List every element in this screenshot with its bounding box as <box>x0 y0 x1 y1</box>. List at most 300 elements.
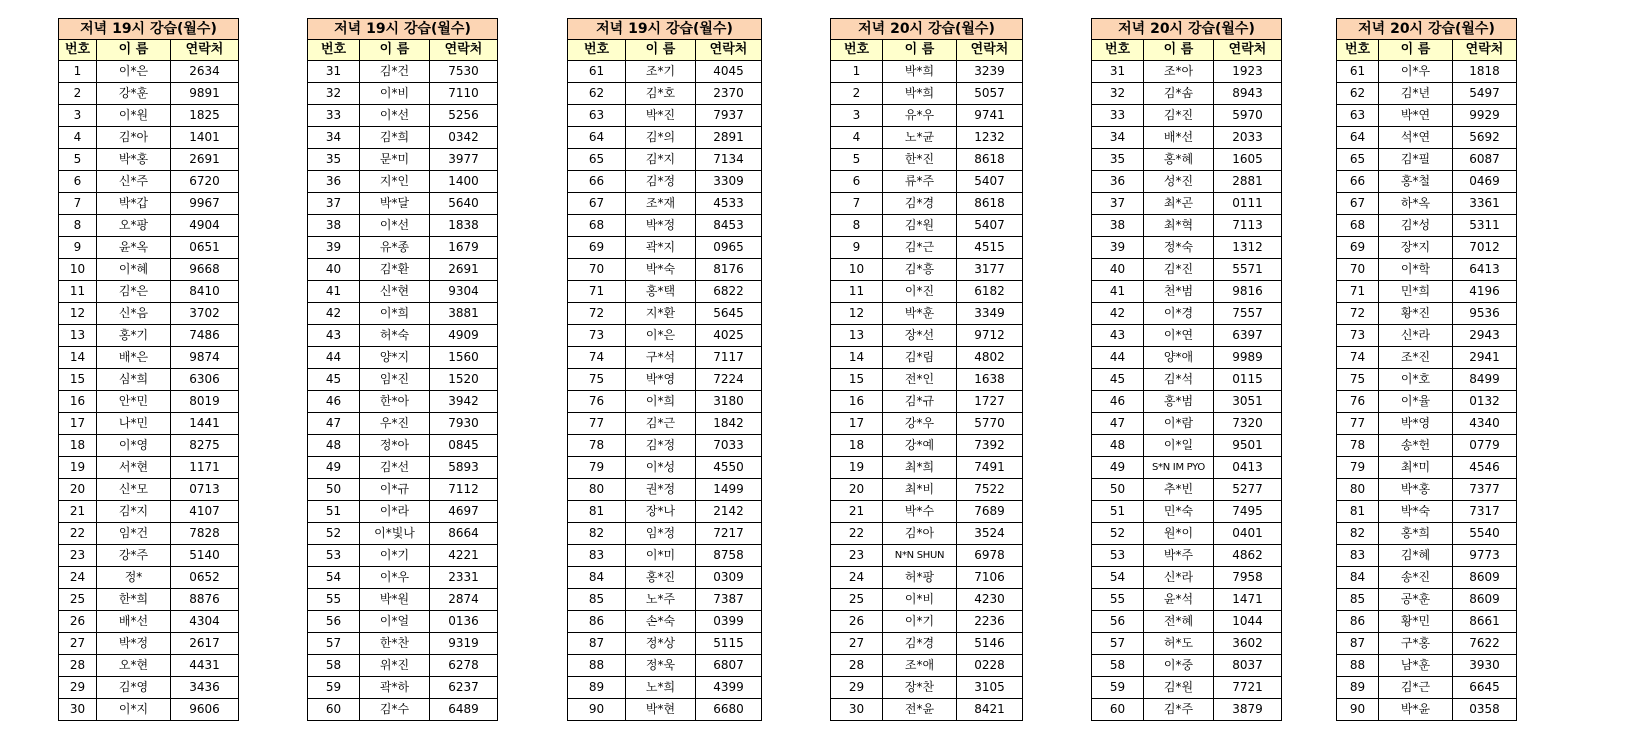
row-contact: 9501 <box>1214 435 1282 457</box>
row-contact: 5540 <box>1453 523 1517 545</box>
row-number: 22 <box>831 523 883 545</box>
row-name: 장*지 <box>1379 237 1453 259</box>
row-contact: 8758 <box>696 545 762 567</box>
row-contact: 2370 <box>696 83 762 105</box>
header-number: 번호 <box>831 40 883 61</box>
row-number: 34 <box>308 127 360 149</box>
row-contact: 1842 <box>696 413 762 435</box>
row-name: 임*진 <box>360 369 430 391</box>
table-row <box>308 83 498 105</box>
row-name: 김*혜 <box>1379 545 1453 567</box>
table-row <box>568 677 762 699</box>
row-name: 김*경 <box>883 633 957 655</box>
table-row <box>1092 303 1282 325</box>
table-row <box>308 127 498 149</box>
row-name: 김*림 <box>883 347 957 369</box>
row-contact: 4515 <box>957 237 1023 259</box>
row-number: 44 <box>1092 347 1144 369</box>
table-row <box>568 655 762 677</box>
header-name: 이 름 <box>1144 40 1214 61</box>
row-contact: 6278 <box>430 655 498 677</box>
table-row <box>568 127 762 149</box>
row-name: 이*기 <box>360 545 430 567</box>
row-contact: 4107 <box>171 501 239 523</box>
table-row <box>1337 281 1517 303</box>
row-number: 18 <box>59 435 97 457</box>
row-number: 85 <box>568 589 626 611</box>
row-contact: 0399 <box>696 611 762 633</box>
row-contact: 8019 <box>171 391 239 413</box>
table-row <box>308 413 498 435</box>
table-row <box>831 501 1023 523</box>
row-number: 75 <box>1337 369 1379 391</box>
table-row <box>1092 215 1282 237</box>
row-contact: 0309 <box>696 567 762 589</box>
row-name: 노*희 <box>626 677 696 699</box>
table-row <box>1337 545 1517 567</box>
row-number: 41 <box>1092 281 1144 303</box>
table-title: 저녁 20시 강습(월수) <box>1092 19 1282 40</box>
table-row <box>1337 193 1517 215</box>
table-row <box>308 633 498 655</box>
table-row <box>308 369 498 391</box>
table-row <box>831 655 1023 677</box>
row-number: 30 <box>59 699 97 721</box>
table-row <box>831 369 1023 391</box>
row-name: 배*선 <box>1144 127 1214 149</box>
row-number: 9 <box>831 237 883 259</box>
row-name: 허*숙 <box>360 325 430 347</box>
row-contact: 3177 <box>957 259 1023 281</box>
table-row <box>1092 149 1282 171</box>
row-name: 박*정 <box>97 633 171 655</box>
row-contact: 2941 <box>1453 347 1517 369</box>
table-row <box>59 545 239 567</box>
header-name: 이 름 <box>1379 40 1453 61</box>
row-number: 3 <box>59 105 97 127</box>
row-contact: 8661 <box>1453 611 1517 633</box>
row-name: 유*종 <box>360 237 430 259</box>
row-contact: 7320 <box>1214 413 1282 435</box>
row-name: 홍*혜 <box>1144 149 1214 171</box>
row-number: 32 <box>1092 83 1144 105</box>
row-number: 10 <box>831 259 883 281</box>
row-number: 60 <box>308 699 360 721</box>
row-number: 60 <box>1092 699 1144 721</box>
row-name: 천*범 <box>1144 281 1214 303</box>
row-number: 80 <box>1337 479 1379 501</box>
table-row <box>831 281 1023 303</box>
row-number: 32 <box>308 83 360 105</box>
table-row <box>1092 589 1282 611</box>
row-name: 이*선 <box>360 105 430 127</box>
table-row <box>1092 413 1282 435</box>
row-contact: 7495 <box>1214 501 1282 523</box>
row-number: 54 <box>1092 567 1144 589</box>
row-number: 25 <box>831 589 883 611</box>
row-contact: 3930 <box>1453 655 1517 677</box>
row-contact: 0469 <box>1453 171 1517 193</box>
table-row <box>831 193 1023 215</box>
row-number: 5 <box>831 149 883 171</box>
row-number: 78 <box>1337 435 1379 457</box>
row-name: 박*현 <box>626 699 696 721</box>
row-name: 노*주 <box>626 589 696 611</box>
row-name: 김*필 <box>1379 149 1453 171</box>
row-number: 87 <box>1337 633 1379 655</box>
row-name: 박*홍 <box>1379 479 1453 501</box>
row-number: 16 <box>59 391 97 413</box>
table-row <box>308 171 498 193</box>
row-contact: 5645 <box>696 303 762 325</box>
table-row <box>59 171 239 193</box>
row-number: 65 <box>568 149 626 171</box>
row-name: 조*애 <box>883 655 957 677</box>
header-number: 번호 <box>308 40 360 61</box>
row-contact: 7317 <box>1453 501 1517 523</box>
row-contact: 3349 <box>957 303 1023 325</box>
row-contact: 0115 <box>1214 369 1282 391</box>
row-contact: 0965 <box>696 237 762 259</box>
table-row <box>1337 259 1517 281</box>
row-number: 30 <box>831 699 883 721</box>
row-contact: 9773 <box>1453 545 1517 567</box>
table-row <box>568 545 762 567</box>
row-name: 이*원 <box>97 105 171 127</box>
row-contact: 2943 <box>1453 325 1517 347</box>
table-row <box>831 325 1023 347</box>
row-name: 김*진 <box>1144 259 1214 281</box>
row-number: 67 <box>1337 193 1379 215</box>
row-number: 33 <box>308 105 360 127</box>
row-contact: 8499 <box>1453 369 1517 391</box>
row-number: 13 <box>59 325 97 347</box>
table-row <box>1092 105 1282 127</box>
row-contact: 3309 <box>696 171 762 193</box>
table-row <box>831 347 1023 369</box>
row-number: 48 <box>1092 435 1144 457</box>
row-contact: 7134 <box>696 149 762 171</box>
row-contact: 7112 <box>430 479 498 501</box>
table-row <box>1092 457 1282 479</box>
row-contact: 1923 <box>1214 61 1282 83</box>
row-name: 박*정 <box>626 215 696 237</box>
table-row <box>831 435 1023 457</box>
table-row <box>1092 369 1282 391</box>
row-number: 72 <box>568 303 626 325</box>
row-name: 이*우 <box>360 567 430 589</box>
row-name: 김*근 <box>1379 677 1453 699</box>
row-name: 강*예 <box>883 435 957 457</box>
row-name: 김*년 <box>1379 83 1453 105</box>
row-name: 안*민 <box>97 391 171 413</box>
row-number: 19 <box>59 457 97 479</box>
row-number: 59 <box>1092 677 1144 699</box>
row-number: 14 <box>831 347 883 369</box>
row-number: 68 <box>568 215 626 237</box>
row-contact: 3602 <box>1214 633 1282 655</box>
row-name: 김*영 <box>97 677 171 699</box>
row-contact: 5140 <box>171 545 239 567</box>
table-row <box>1092 501 1282 523</box>
row-number: 45 <box>1092 369 1144 391</box>
row-contact: 3524 <box>957 523 1023 545</box>
table-row <box>308 61 498 83</box>
table-row <box>1337 501 1517 523</box>
row-name: 홍*택 <box>626 281 696 303</box>
row-number: 77 <box>1337 413 1379 435</box>
row-number: 74 <box>568 347 626 369</box>
row-number: 37 <box>308 193 360 215</box>
row-name: 양*애 <box>1144 347 1214 369</box>
table-row <box>59 589 239 611</box>
row-name: 이*은 <box>97 61 171 83</box>
row-contact: 6978 <box>957 545 1023 567</box>
row-name: 허*도 <box>1144 633 1214 655</box>
table-row <box>59 435 239 457</box>
row-number: 15 <box>59 369 97 391</box>
row-contact: 0228 <box>957 655 1023 677</box>
table-row <box>568 523 762 545</box>
table-row <box>1337 149 1517 171</box>
table-row <box>831 215 1023 237</box>
row-number: 28 <box>831 655 883 677</box>
row-number: 51 <box>1092 501 1144 523</box>
row-contact: 8609 <box>1453 589 1517 611</box>
row-contact: 4862 <box>1214 545 1282 567</box>
row-name: 신*라 <box>1379 325 1453 347</box>
header-contact: 연락처 <box>430 40 498 61</box>
table-row <box>59 193 239 215</box>
row-name: 전*인 <box>883 369 957 391</box>
row-number: 38 <box>1092 215 1144 237</box>
row-contact: 4025 <box>696 325 762 347</box>
row-number: 39 <box>1092 237 1144 259</box>
table-row <box>831 259 1023 281</box>
row-contact: 4802 <box>957 347 1023 369</box>
row-number: 58 <box>308 655 360 677</box>
row-contact: 8609 <box>1453 567 1517 589</box>
row-number: 17 <box>59 413 97 435</box>
row-contact: 1638 <box>957 369 1023 391</box>
row-contact: 7033 <box>696 435 762 457</box>
row-number: 12 <box>59 303 97 325</box>
row-number: 67 <box>568 193 626 215</box>
row-number: 75 <box>568 369 626 391</box>
row-number: 71 <box>1337 281 1379 303</box>
table-row <box>568 325 762 347</box>
row-number: 36 <box>308 171 360 193</box>
row-name: 박*달 <box>360 193 430 215</box>
row-number: 43 <box>308 325 360 347</box>
row-contact: 9989 <box>1214 347 1282 369</box>
row-name: 김*아 <box>97 127 171 149</box>
row-name: 추*빈 <box>1144 479 1214 501</box>
row-contact: 6680 <box>696 699 762 721</box>
table-row <box>1092 391 1282 413</box>
row-contact: 6720 <box>171 171 239 193</box>
table-row <box>568 347 762 369</box>
table-title: 저녁 19시 강습(월수) <box>308 19 498 40</box>
header-contact: 연락처 <box>696 40 762 61</box>
row-name: 강*훈 <box>97 83 171 105</box>
row-name: 장*선 <box>883 325 957 347</box>
row-number: 5 <box>59 149 97 171</box>
row-contact: 4340 <box>1453 413 1517 435</box>
row-name: 박*주 <box>1144 545 1214 567</box>
row-name: 박*수 <box>883 501 957 523</box>
row-number: 81 <box>568 501 626 523</box>
row-name: 김*정 <box>626 435 696 457</box>
table-row <box>568 281 762 303</box>
table-row <box>308 149 498 171</box>
header-name: 이 름 <box>97 40 171 61</box>
row-number: 73 <box>1337 325 1379 347</box>
row-name: 이*은 <box>626 325 696 347</box>
header-contact: 연락처 <box>1214 40 1282 61</box>
row-contact: 4533 <box>696 193 762 215</box>
row-contact: 8421 <box>957 699 1023 721</box>
row-contact: 0111 <box>1214 193 1282 215</box>
table-row <box>568 61 762 83</box>
row-contact: 8176 <box>696 259 762 281</box>
row-contact: 6489 <box>430 699 498 721</box>
row-contact: 3881 <box>430 303 498 325</box>
row-name: 오*현 <box>97 655 171 677</box>
row-contact: 9304 <box>430 281 498 303</box>
roster-table <box>567 18 762 721</box>
row-name: 신*주 <box>97 171 171 193</box>
row-contact: 4909 <box>430 325 498 347</box>
row-name: 이*일 <box>1144 435 1214 457</box>
row-contact: 2236 <box>957 611 1023 633</box>
row-contact: 8453 <box>696 215 762 237</box>
row-number: 24 <box>59 567 97 589</box>
row-name: 최*비 <box>883 479 957 501</box>
header-name: 이 름 <box>626 40 696 61</box>
row-number: 11 <box>59 281 97 303</box>
table-row <box>308 435 498 457</box>
row-contact: 5692 <box>1453 127 1517 149</box>
row-contact: 6397 <box>1214 325 1282 347</box>
row-name: 박*진 <box>626 105 696 127</box>
row-name: 박*영 <box>1379 413 1453 435</box>
table-row <box>308 699 498 721</box>
row-contact: 1044 <box>1214 611 1282 633</box>
row-contact: 1171 <box>171 457 239 479</box>
table-row <box>59 347 239 369</box>
row-number: 89 <box>1337 677 1379 699</box>
table-row <box>59 633 239 655</box>
row-number: 73 <box>568 325 626 347</box>
table-row <box>308 457 498 479</box>
table-row <box>831 677 1023 699</box>
row-contact: 8037 <box>1214 655 1282 677</box>
row-number: 36 <box>1092 171 1144 193</box>
row-number: 40 <box>1092 259 1144 281</box>
row-number: 85 <box>1337 589 1379 611</box>
row-contact: 4697 <box>430 501 498 523</box>
row-contact: 4304 <box>171 611 239 633</box>
row-contact: 4546 <box>1453 457 1517 479</box>
row-number: 44 <box>308 347 360 369</box>
row-name: 이*기 <box>883 611 957 633</box>
table-title: 저녁 19시 강습(월수) <box>568 19 762 40</box>
row-name: 박*원 <box>360 589 430 611</box>
row-contact: 5893 <box>430 457 498 479</box>
row-contact: 7491 <box>957 457 1023 479</box>
table-row <box>1337 677 1517 699</box>
row-contact: 9319 <box>430 633 498 655</box>
table-row <box>1092 567 1282 589</box>
table-row <box>59 83 239 105</box>
row-contact: 5571 <box>1214 259 1282 281</box>
table-row <box>59 259 239 281</box>
row-contact: 8618 <box>957 149 1023 171</box>
table-row <box>831 149 1023 171</box>
row-name: 민*숙 <box>1144 501 1214 523</box>
row-name: 김*석 <box>1144 369 1214 391</box>
row-number: 58 <box>1092 655 1144 677</box>
row-name: 이*희 <box>626 391 696 413</box>
row-contact: 0136 <box>430 611 498 633</box>
table-row <box>308 303 498 325</box>
table-row <box>59 501 239 523</box>
row-name: 홍*범 <box>1144 391 1214 413</box>
row-number: 82 <box>568 523 626 545</box>
row-number: 84 <box>1337 567 1379 589</box>
row-name: 이*라 <box>360 501 430 523</box>
row-name: 신*라 <box>1144 567 1214 589</box>
row-contact: 1401 <box>171 127 239 149</box>
row-name: 홍*철 <box>1379 171 1453 193</box>
row-number: 53 <box>308 545 360 567</box>
table-row <box>59 413 239 435</box>
row-name: 김*건 <box>360 61 430 83</box>
row-name: 지*인 <box>360 171 430 193</box>
table-row <box>59 479 239 501</box>
row-name: 성*진 <box>1144 171 1214 193</box>
table-row <box>308 677 498 699</box>
row-contact: 9606 <box>171 699 239 721</box>
table-row <box>1092 435 1282 457</box>
row-name: 최*곤 <box>1144 193 1214 215</box>
row-number: 29 <box>59 677 97 699</box>
row-number: 46 <box>308 391 360 413</box>
row-number: 28 <box>59 655 97 677</box>
table-row <box>568 193 762 215</box>
row-name: 이*미 <box>626 545 696 567</box>
row-number: 64 <box>1337 127 1379 149</box>
roster-table <box>58 18 239 721</box>
row-name: 신*현 <box>360 281 430 303</box>
row-name: 박*홍 <box>97 149 171 171</box>
table-row <box>1337 589 1517 611</box>
row-contact: 3105 <box>957 677 1023 699</box>
row-name: 이*진 <box>883 281 957 303</box>
row-number: 90 <box>568 699 626 721</box>
table-row <box>59 303 239 325</box>
row-name: 이*비 <box>883 589 957 611</box>
row-number: 46 <box>1092 391 1144 413</box>
table-row <box>1337 633 1517 655</box>
roster-table <box>307 18 498 721</box>
row-name: 류*주 <box>883 171 957 193</box>
row-contact: 0358 <box>1453 699 1517 721</box>
row-name: 이*얼 <box>360 611 430 633</box>
row-contact: 0413 <box>1214 457 1282 479</box>
row-number: 63 <box>568 105 626 127</box>
